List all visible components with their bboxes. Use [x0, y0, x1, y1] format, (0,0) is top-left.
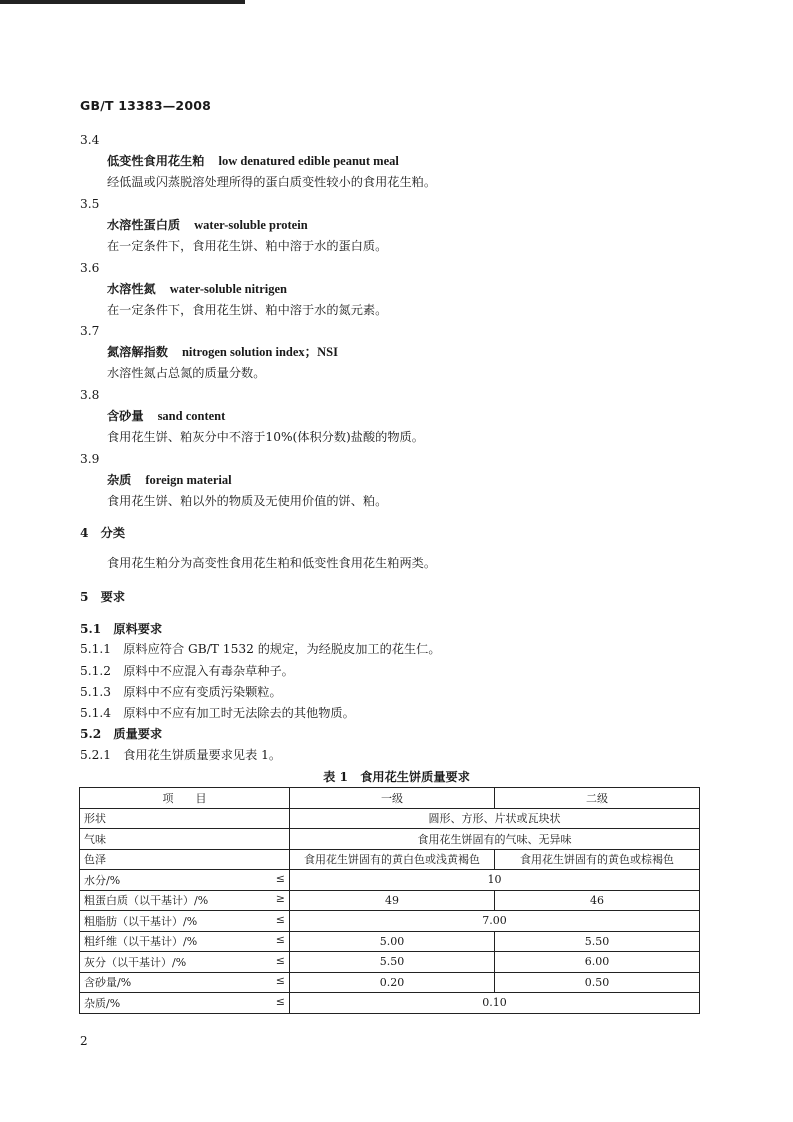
requirement-item: 5.1.3 原料中不应有变质污染颗粒。 [80, 685, 282, 699]
term-definition: 经低温或闪蒸脱溶处理所得的蛋白质变性较小的食用花生粕。 [107, 175, 437, 189]
clause-number: 3.7 [80, 324, 100, 338]
limit-symbol: ≤ [275, 912, 285, 926]
section-text: 食用花生粕分为高变性食用花生粕和低变性食用花生粕两类。 [107, 556, 437, 570]
term-heading [107, 344, 338, 360]
term-en: nitrogen solution index；NSI [181, 345, 338, 359]
header-cell-grade1: 一级 [290, 788, 495, 809]
term-en: water-soluble nitrigen [169, 282, 287, 296]
clause-number: 3.6 [80, 261, 100, 275]
row-label: 粗蛋白质（以干基计）/% [84, 894, 209, 908]
row-label: 灰分（以干基计）/% [84, 955, 187, 969]
requirement-item: 5.1.1 原料应符合 GB/T 1532 的规定，为经脱皮加工的花生仁。 [80, 642, 441, 656]
grade1-value: 5.50 [290, 952, 495, 973]
row-label: 形状 [80, 808, 290, 829]
row-label-cell [80, 952, 290, 973]
table-row [80, 952, 700, 973]
grade1-value: 食用花生饼固有的黄白色或浅黄褐色 [290, 849, 495, 870]
term-en: water-soluble protein [194, 218, 308, 232]
term-heading [107, 281, 287, 297]
table-row [80, 911, 700, 932]
merged-value: 0.10 [290, 993, 700, 1014]
table-row [80, 870, 700, 891]
row-label-cell [80, 972, 290, 993]
merged-value: 10 [290, 870, 700, 891]
term-zh: 含砂量 [107, 409, 144, 423]
limit-symbol: ≤ [275, 871, 285, 885]
page-number: 2 [80, 1034, 88, 1048]
term-definition: 食用花生饼、粕以外的物质及无使用价值的饼、粕。 [107, 494, 388, 508]
row-label-cell [80, 931, 290, 952]
top-rule [0, 0, 245, 4]
clause-number: 3.9 [80, 452, 100, 466]
requirement-item: 5.1.4 原料中不应有加工时无法除去的其他物质。 [80, 706, 355, 720]
limit-symbol: ≤ [275, 953, 285, 967]
term-zh: 杂质 [107, 473, 132, 487]
grade1-value: 5.00 [290, 931, 495, 952]
limit-symbol: ≥ [275, 892, 285, 906]
table-row [80, 993, 700, 1014]
grade2-value: 46 [495, 890, 700, 911]
quality-table [79, 787, 700, 1014]
limit-symbol: ≤ [275, 994, 285, 1008]
requirement-item: 5.1.2 原料中不应混入有毒杂草种子。 [80, 664, 294, 678]
row-label-cell [80, 890, 290, 911]
term-en: low denatured edible peanut meal [218, 154, 399, 168]
table-row [80, 972, 700, 993]
header-cell-grade2: 二级 [495, 788, 700, 809]
term-heading [107, 408, 225, 424]
term-definition: 水溶性氮占总氮的质量分数。 [107, 366, 266, 380]
merged-value: 食用花生饼固有的气味、无异味 [290, 829, 700, 850]
table-row [80, 931, 700, 952]
table-row [80, 849, 700, 870]
row-label-cell [80, 911, 290, 932]
clause-number: 3.4 [80, 133, 100, 147]
header-cell-item: 项 目 [80, 788, 290, 809]
term-definition: 在一定条件下，食用花生饼、粕中溶于水的氮元素。 [107, 303, 388, 317]
table-row [80, 890, 700, 911]
term-heading [107, 217, 308, 233]
merged-value: 7.00 [290, 911, 700, 932]
limit-symbol: ≤ [275, 933, 285, 947]
grade2-value: 食用花生饼固有的黄色或棕褐色 [495, 849, 700, 870]
row-label: 含砂量/% [84, 976, 132, 990]
row-label: 粗纤维（以干基计）/% [84, 935, 198, 949]
subsection-heading: 5.1 原料要求 [80, 622, 163, 636]
table-header-row [80, 788, 700, 809]
term-heading [107, 472, 232, 488]
row-label-cell [80, 993, 290, 1014]
grade1-value: 49 [290, 890, 495, 911]
limit-symbol: ≤ [275, 974, 285, 988]
section-heading: 4 分类 [80, 526, 126, 540]
term-zh: 水溶性蛋白质 [107, 218, 181, 232]
table-row [80, 829, 700, 850]
term-zh: 水溶性氮 [107, 282, 156, 296]
row-label: 粗脂肪（以干基计）/% [84, 914, 198, 928]
row-label-cell [80, 870, 290, 891]
grade1-value: 0.20 [290, 972, 495, 993]
grade2-value: 5.50 [495, 931, 700, 952]
row-label: 杂质/% [84, 996, 121, 1010]
term-zh: 氮溶解指数 [107, 345, 168, 359]
table-row [80, 808, 700, 829]
subsection-heading: 5.2 质量要求 [80, 727, 163, 741]
clause-number: 3.5 [80, 197, 100, 211]
term-heading [107, 153, 399, 169]
standard-number: GB/T 13383—2008 [80, 98, 212, 113]
term-zh: 低变性食用花生粕 [107, 154, 205, 168]
grade2-value: 0.50 [495, 972, 700, 993]
section-heading: 5 要求 [80, 590, 126, 604]
row-label: 气味 [80, 829, 290, 850]
clause-number: 3.8 [80, 388, 100, 402]
requirement-item: 5.2.1 食用花生饼质量要求见表 1。 [80, 748, 282, 762]
term-en: foreign material [145, 473, 232, 487]
row-label: 色泽 [80, 849, 290, 870]
grade2-value: 6.00 [495, 952, 700, 973]
row-label: 水分/% [84, 873, 121, 887]
table-title: 表 1 食用花生饼质量要求 [323, 770, 470, 784]
merged-value: 圆形、方形、片状或瓦块状 [290, 808, 700, 829]
term-definition: 食用花生饼、粕灰分中不溶于10%(体积分数)盐酸的物质。 [107, 430, 424, 444]
term-definition: 在一定条件下，食用花生饼、粕中溶于水的蛋白质。 [107, 239, 388, 253]
term-en: sand content [157, 409, 226, 423]
